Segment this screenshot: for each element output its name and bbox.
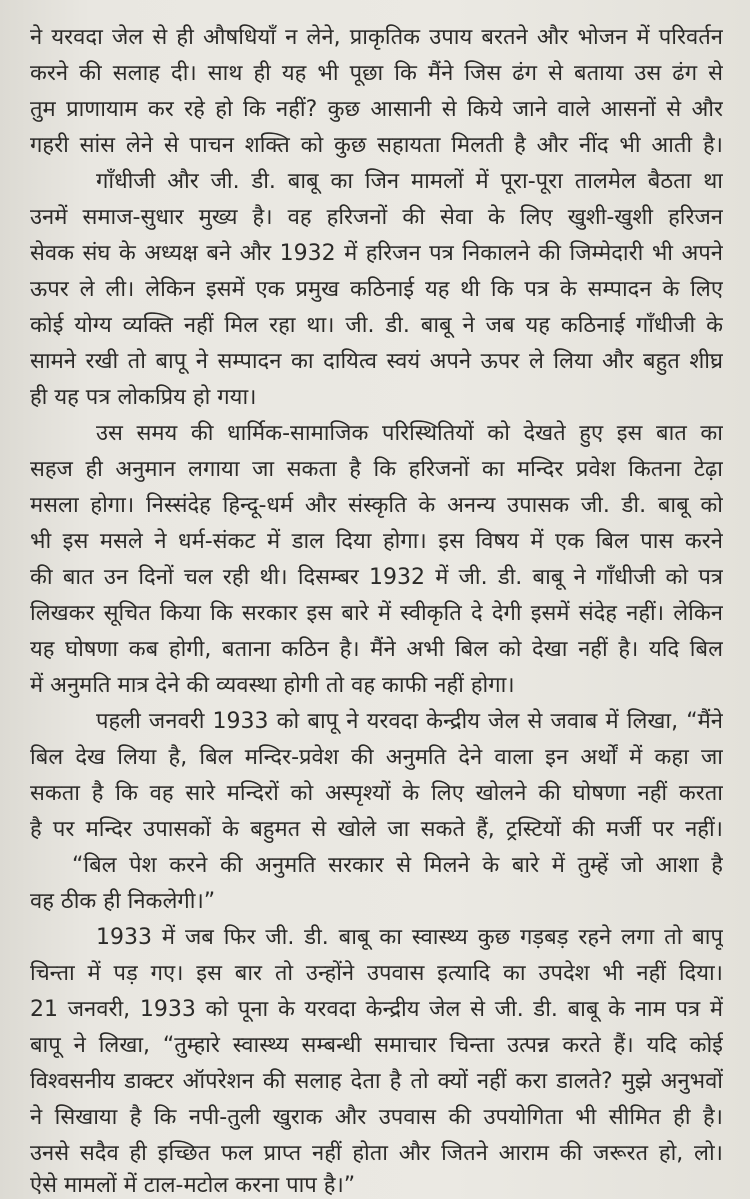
text-line: उनमें समाज-सुधार मुख्य है। वह हरिजनों की सेवा के लिए खुशी-खुशी हरिजन xyxy=(30,205,723,230)
text-line: तुम प्राणायाम कर रहे हो कि नहीं? कुछ आसानी से किये जाने वाले आसनों से और xyxy=(30,97,723,122)
text-line: ऐसे मामलों में टाल-मटोल करना पाप है।” xyxy=(30,1173,356,1198)
text-line: करने की सलाह दी। साथ ही यह भी पूछा कि मैंने जिस ढंग से बताया उस ढंग से xyxy=(30,61,723,86)
text-line: ही यह पत्र लोकप्रिय हो गया। xyxy=(30,385,257,410)
text-line: है पर मन्दिर उपासकों के बहुमत से खोले जा सकते हैं, ट्रस्टियों की मर्जी पर नहीं। xyxy=(30,817,723,842)
paragraph-start-line: “बिल पेश करने की अनुमति सरकार से मिलने के बारे में तुम्हें जो आशा है xyxy=(72,853,723,878)
text-line: मसला होगा। निस्संदेह हिन्दू-धर्म और संस्कृति के अनन्य उपासक जी. डी. बाबू को xyxy=(30,493,723,518)
text-line: ने यरवदा जेल से ही औषधियाँ न लेने, प्राकृतिक उपाय बरतने और भोजन में परिवर्तन xyxy=(30,25,723,50)
text-line: वह ठीक ही निकलेगी।” xyxy=(30,889,216,914)
text-line: भी इस मसले ने धर्म-संकट में डाल दिया होगा। इस विषय में एक बिल पास करने xyxy=(30,529,723,554)
text-line: 21 जनवरी, 1933 को पूना के यरवदा केन्द्रीय जेल से जी. डी. बाबू के नाम पत्र में xyxy=(30,997,723,1022)
text-line: विश्वसनीय डाक्टर ऑपरेशन की सलाह देता है तो क्यों नहीं करा डालते? मुझे अनुभवों xyxy=(30,1069,723,1094)
text-line: ने सिखाया है कि नपी-तुली खुराक और उपवास की उपयोगिता भी सीमित ही है। xyxy=(30,1105,723,1130)
text-line: ऊपर ले ली। लेकिन इसमें एक प्रमुख कठिनाई यह थी कि पत्र के सम्पादन के लिए xyxy=(30,277,723,302)
paragraph-start-line: पहली जनवरी 1933 को बापू ने यरवदा केन्द्रीय जेल से जवाब में लिखा, “मैंने xyxy=(96,709,723,734)
text-line: कोई योग्य व्यक्ति नहीं मिल रहा था। जी. डी. बाबू ने जब यह कठिनाई गाँधीजी के xyxy=(30,313,723,338)
text-line: लिखकर सूचित किया कि सरकार इस बारे में स्वीकृति दे देगी इसमें संदेह नहीं। लेकिन xyxy=(30,601,723,626)
text-line: सेवक संघ के अध्यक्ष बने और 1932 में हरिजन पत्र निकालने की जिम्मेदारी भी अपने xyxy=(30,241,723,266)
text-line: यह घोषणा कब होगी, बताना कठिन है। मैंने अभी बिल को देखा नहीं है। यदि बिल xyxy=(30,637,723,662)
text-line: गहरी सांस लेने से पाचन शक्ति को कुछ सहायता मिलती है और नींद भी आती है। xyxy=(30,133,723,158)
text-line: उनसे सदैव ही इच्छित फल प्राप्त नहीं होता और जितने आराम की जरूरत हो, लो। xyxy=(30,1141,723,1166)
text-line: सहज ही अनुमान लगाया जा सकता है कि हरिजनों का मन्दिर प्रवेश कितना टेढ़ा xyxy=(30,457,723,482)
text-line: चिन्ता में पड़ गए। इस बार तो उन्होंने उपवास इत्यादि का उपदेश भी नहीं दिया। xyxy=(30,961,723,986)
paragraph-start-line: गाँधीजी और जी. डी. बाबू का जिन मामलों में पूरा-पूरा तालमेल बैठता था xyxy=(96,169,723,194)
paragraph-start-line: 1933 में जब फिर जी. डी. बाबू का स्वास्थ्य कुछ गड़बड़ रहने लगा तो बापू xyxy=(96,925,723,950)
text-line: सकता है कि वह सारे मन्दिरों को अस्पृश्यों के लिए खोलने की घोषणा नहीं करता xyxy=(30,781,723,806)
text-line: की बात उन दिनों चल रही थी। दिसम्बर 1932 में जी. डी. बाबू ने गाँधीजी को पत्र xyxy=(30,565,723,590)
text-line: में अनुमति मात्र देने की व्यवस्था होगी तो वह काफी नहीं होगा। xyxy=(30,673,515,698)
paragraph-start-line: उस समय की धार्मिक-सामाजिक परिस्थितियों को देखते हुए इस बात का xyxy=(96,421,723,446)
text-line: बापू ने लिखा, “तुम्हारे स्वास्थ्य सम्बन्धी समाचार चिन्ता उत्पन्न करते हैं। यदि कोई xyxy=(30,1033,723,1058)
text-line: सामने रखी तो बापू ने सम्पादन का दायित्व स्वयं अपने ऊपर ले लिया और बहुत शीघ्र xyxy=(30,349,723,374)
text-line: बिल देख लिया है, बिल मन्दिर-प्रवेश की अनुमति देने वाला इन अर्थों में कहा जा xyxy=(30,745,723,770)
